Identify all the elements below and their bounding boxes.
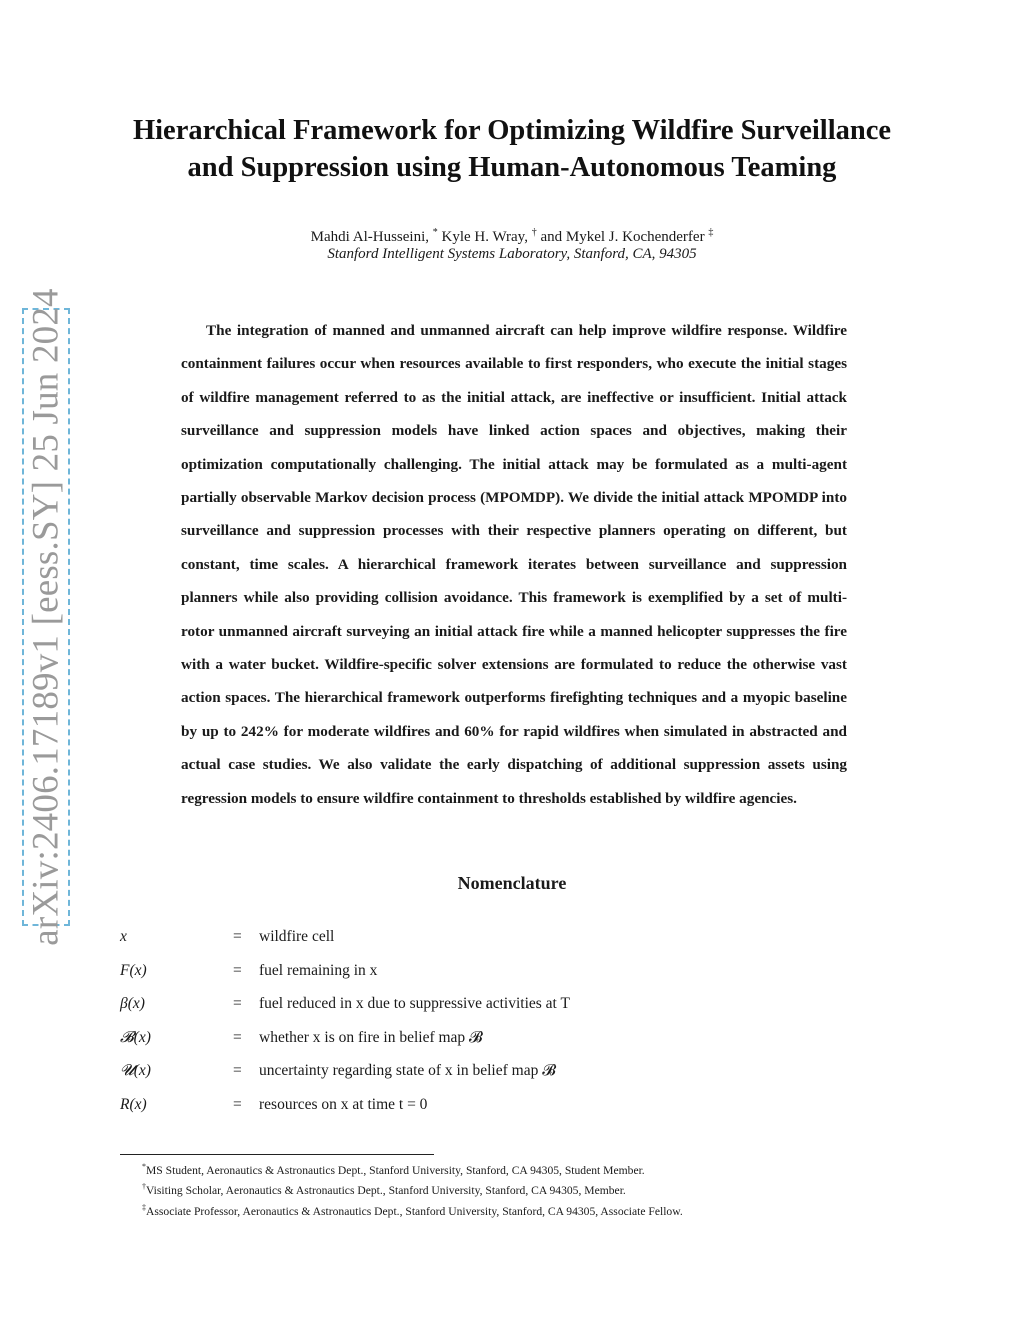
nomenclature-equals: = <box>233 961 242 979</box>
nomenclature-row <box>120 1092 820 1126</box>
nomenclature-symbol: R(x) <box>120 1095 147 1113</box>
nomenclature-definition: fuel reduced in x due to suppressive activities at T <box>259 995 570 1012</box>
nomenclature-equals: = <box>233 1028 242 1046</box>
nomenclature-equals: = <box>233 1095 242 1113</box>
footnote-1-text: MS Student, Aeronautics & Astronautics Dept., Stanford University, Stanford, CA 94305, Student Member. <box>146 1163 645 1177</box>
footnote-divider <box>120 1154 434 1155</box>
nomenclature-row <box>120 1058 820 1092</box>
nomenclature-equals: = <box>233 1062 242 1079</box>
footnote-2-text: Visiting Scholar, Aeronautics & Astronautics Dept., Stanford University, Stanford, CA 94305, Member. <box>146 1184 626 1198</box>
footnote-3-text: Associate Professor, Aeronautics & Astronautics Dept., Stanford University, Stanford, CA 94305, Associate Fellow. <box>146 1204 683 1218</box>
author-3-mark: ‡ <box>708 227 714 238</box>
nomenclature-definition: whether x is on fire in belief map 𝓑 <box>259 1028 483 1046</box>
footnote-2-mark: † <box>142 1182 146 1192</box>
nomenclature-equals: = <box>233 928 242 945</box>
title-line-1: Hierarchical Framework for Optimizing Wildfire Surveillance <box>132 115 892 146</box>
footnote-1 <box>120 1159 920 1179</box>
footnote-1-mark: * <box>142 1162 146 1171</box>
footnote-3 <box>120 1200 920 1220</box>
footnote-3-mark: ‡ <box>142 1202 146 1212</box>
nomenclature-list <box>120 924 820 1125</box>
affiliation: Stanford Intelligent Systems Laboratory, Stanford, CA, 94305 <box>327 246 697 262</box>
nomenclature-symbol: F(x) <box>120 961 147 979</box>
author-2: Kyle H. Wray, <box>441 229 528 245</box>
nomenclature-definition: resources on x at time t = 0 <box>259 1095 428 1113</box>
nomenclature-row <box>120 1025 820 1059</box>
nomenclature-row <box>120 958 820 992</box>
footnote-2 <box>120 1179 920 1199</box>
nomenclature-symbol: β(x) <box>120 995 145 1012</box>
author-1: Mahdi Al-Husseini, <box>310 229 429 245</box>
title-line-2: and Suppression using Human-Autonomous Teaming <box>187 152 837 183</box>
nomenclature-definition: wildfire cell <box>259 928 335 945</box>
nomenclature-equals: = <box>233 995 242 1012</box>
nomenclature-symbol: 𝓤(x) <box>120 1062 151 1079</box>
paper-title <box>100 112 924 186</box>
nomenclature-row <box>120 924 820 958</box>
nomenclature-definition: uncertainty regarding state of x in belief map 𝓑 <box>259 1062 556 1079</box>
author-3: and Mykel J. Kochenderfer <box>540 229 705 245</box>
abstract: The integration of manned and unmanned aircraft can help improve wildfire response. Wildfire containment failures occur when resources available to first responders, who execute the initial stages of wildfire management referred to as the initial attack, are ineffective or insufficient. Initial attack surveillance and suppression models have linked action spaces and objectives, making their optimization computationally challenging. The initial attack may be formulated as a multi-agent partially observable Markov decision process (MPOMDP). We divide the initial attack MPOMDP into surveillance and suppression processes with their respective planners operating on different, but constant, time scales. A hierarchical framework iterates between surveillance and suppression planners while also providing collision avoidance. This framework is exemplified by a set of multi-rotor unmanned aircraft surveying an initial attack fire while a manned helicopter suppresses the fire with a water bucket. Wildfire-specific solver extensions are formulated to reduce the otherwise vast action spaces. The hierarchical framework outperforms firefighting techniques and a myopic baseline by up to 242% for moderate wildfires and 60% for rapid wildfires when simulated in abstracted and actual case studies. We also validate the early dispatching of additional suppression assets using regression models to ensure wildfire containment to thresholds established by wildfire agencies. <box>181 322 847 807</box>
nomenclature-definition: fuel remaining in x <box>259 961 378 979</box>
nomenclature-heading: Nomenclature <box>457 873 567 893</box>
author-2-mark: † <box>531 227 537 238</box>
arxiv-identifier: arXiv:2406.17189v1 [eess.SY] 25 Jun 2024 <box>25 288 67 946</box>
nomenclature-symbol: x <box>120 928 127 945</box>
footnotes <box>120 1159 920 1220</box>
author-1-mark: * <box>432 227 438 238</box>
nomenclature-row <box>120 991 820 1025</box>
nomenclature-symbol: 𝓑(x) <box>120 1028 151 1046</box>
